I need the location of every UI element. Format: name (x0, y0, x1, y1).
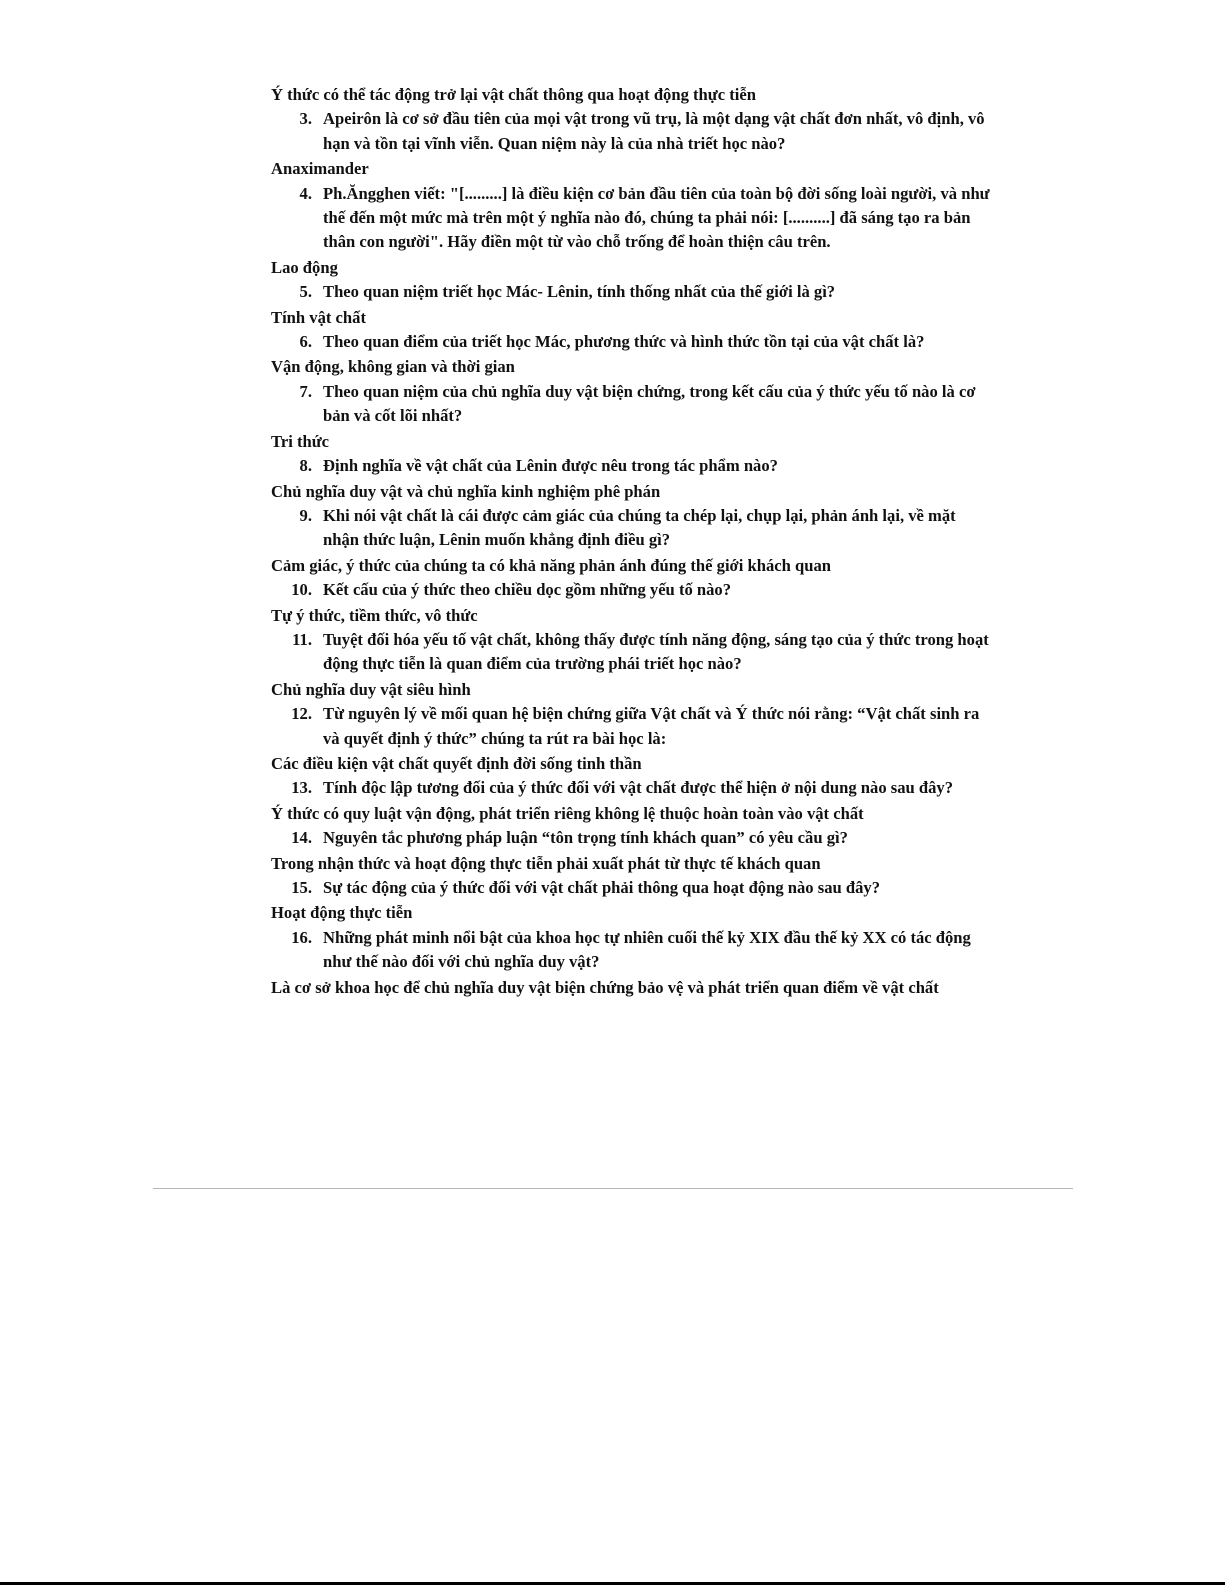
question-item (271, 107, 991, 156)
page-divider (153, 1188, 1073, 1189)
answer-text: Các điều kiện vật chất quyết định đời sống tinh thần (271, 753, 642, 773)
question-number-label: 10. (291, 580, 312, 600)
question-text: Định nghĩa về vật chất của Lênin được nêu trong tác phẩm nào? (323, 456, 778, 476)
question-item (271, 826, 991, 850)
question-number-label: 5. (299, 282, 312, 302)
question-item (271, 380, 991, 429)
question-number (271, 504, 323, 553)
question-item (271, 504, 991, 553)
question-item (271, 776, 991, 800)
question-number (271, 107, 323, 156)
question-number (271, 776, 323, 800)
question-number-label: 7. (299, 381, 312, 401)
question-number (271, 330, 323, 354)
question-text: Tuyệt đối hóa yếu tố vật chất, không thấy được tính năng động, sáng tạo của ý thức trong hoạt động thực tiễn là quan điểm của trường phái triết học nào? (323, 629, 989, 674)
question-text: Apeirôn là cơ sở đầu tiên của mọi vật trong vũ trụ, là một dạng vật chất đơn nhất, vô định, vô hạn và tồn tại vĩnh viễn. Quan niệm này là của nhà triết học nào? (323, 109, 985, 153)
question-text: Những phát minh nổi bật của khoa học tự nhiên cuối thế kỷ XIX đầu thế kỷ XX có tác động như thế nào đối với chủ nghĩa duy vật? (323, 927, 971, 972)
answer-text: Ý thức có quy luật vận động, phát triển riêng không lệ thuộc hoàn toàn vào vật chất (271, 803, 864, 823)
question-number (271, 628, 323, 677)
question-item (271, 628, 991, 677)
question-item (271, 926, 991, 975)
question-number (271, 876, 323, 900)
question-item (271, 578, 991, 602)
question-text: Theo quan niệm của chủ nghĩa duy vật biện chứng, trong kết cấu của ý thức yếu tố nào là cơ bản và cốt lõi nhất? (323, 381, 976, 426)
question-text: Nguyên tắc phương pháp luận “tôn trọng tính khách quan” có yêu cầu gì? (323, 828, 848, 848)
question-number-label: 15. (291, 878, 312, 897)
question-text: Theo quan niệm triết học Mác- Lênin, tính thống nhất của thế giới là gì? (323, 282, 836, 302)
answer-text: Cảm giác, ý thức của chúng ta có khả năng phản ánh đúng thế giới khách quan (271, 555, 831, 575)
question-number-label: 16. (291, 927, 312, 947)
question-item (271, 280, 991, 304)
question-number-label: 6. (299, 332, 312, 352)
question-text: Từ nguyên lý về mối quan hệ biện chứng giữa Vật chất và Ý thức nói rằng: “Vật chất sinh ra và quyết định ý thức” chúng ta rút ra bài học là: (323, 704, 980, 748)
question-number (271, 182, 323, 255)
question-number (271, 926, 323, 975)
question-text: Khi nói vật chất là cái được cảm giác của chúng ta chép lại, chụp lại, phản ánh lại, về mặt nhận thức luận, Lênin muốn khẳng định điều gì? (323, 505, 956, 550)
question-item (271, 876, 991, 900)
question-text: Ph.Ăngghen viết: "[.........] là điều kiện cơ bản đầu tiên của toàn bộ đời sống loài người, và như thế đến một mức mà trên một ý nghĩa nào đó, chúng ta phải nói: [..........] đã sáng tạo ra bản thân con người". Hãy điền một từ vào chỗ trống để hoàn thiện câu trên. (323, 183, 990, 252)
question-text: Theo quan điểm của triết học Mác, phương thức và hình thức tồn tại của vật chất là? (323, 332, 925, 352)
question-number (271, 702, 323, 751)
answer-text: Anaximander (271, 159, 369, 179)
answer-text: Lao động (271, 257, 338, 277)
question-number (271, 826, 323, 850)
question-number-label: 4. (299, 183, 312, 203)
question-text: Kết cấu của ý thức theo chiều dọc gồm những yếu tố nào? (323, 580, 732, 600)
question-number (271, 280, 323, 304)
question-number-label: 8. (299, 456, 312, 476)
answer-text: Là cơ sở khoa học để chủ nghĩa duy vật biện chứng bảo vệ và phát triển quan điểm về vật chất (271, 977, 939, 997)
question-item (271, 454, 991, 478)
answer-text: Vận động, không gian và thời gian (271, 357, 515, 377)
answer-text: Trong nhận thức và hoạt động thực tiễn phải xuất phát từ thực tế khách quan (271, 853, 821, 873)
question-text: Tính độc lập tương đối của ý thức đối với vật chất được thể hiện ở nội dung nào sau đây? (323, 778, 954, 798)
question-number-label: 11. (292, 629, 312, 649)
question-number-label: 12. (291, 704, 312, 724)
question-number (271, 380, 323, 429)
question-number-label: 13. (291, 778, 312, 798)
document-body (271, 83, 991, 1000)
answer-text: Chủ nghĩa duy vật siêu hình (271, 679, 471, 699)
answer-text: Tri thức (271, 431, 330, 451)
question-text: Sự tác động của ý thức đối với vật chất phải thông qua hoạt động nào sau đây? (323, 878, 881, 897)
answer-text: Tự ý thức, tiềm thức, vô thức (271, 605, 478, 625)
question-number-label: 14. (291, 828, 312, 848)
answer-text: Hoạt động thực tiễn (271, 903, 413, 923)
question-item (271, 182, 991, 255)
answer-text: Chủ nghĩa duy vật và chủ nghĩa kinh nghiệm phê phán (271, 481, 661, 501)
answer-text: Tính vật chất (271, 307, 366, 327)
question-number-label: 3. (299, 109, 312, 129)
question-number (271, 578, 323, 602)
answer-text: Ý thức có thể tác động trở lại vật chất thông qua hoạt động thực tiễn (271, 85, 756, 104)
question-number (271, 454, 323, 478)
question-item (271, 330, 991, 354)
question-item (271, 702, 991, 751)
question-number-label: 9. (299, 505, 312, 525)
